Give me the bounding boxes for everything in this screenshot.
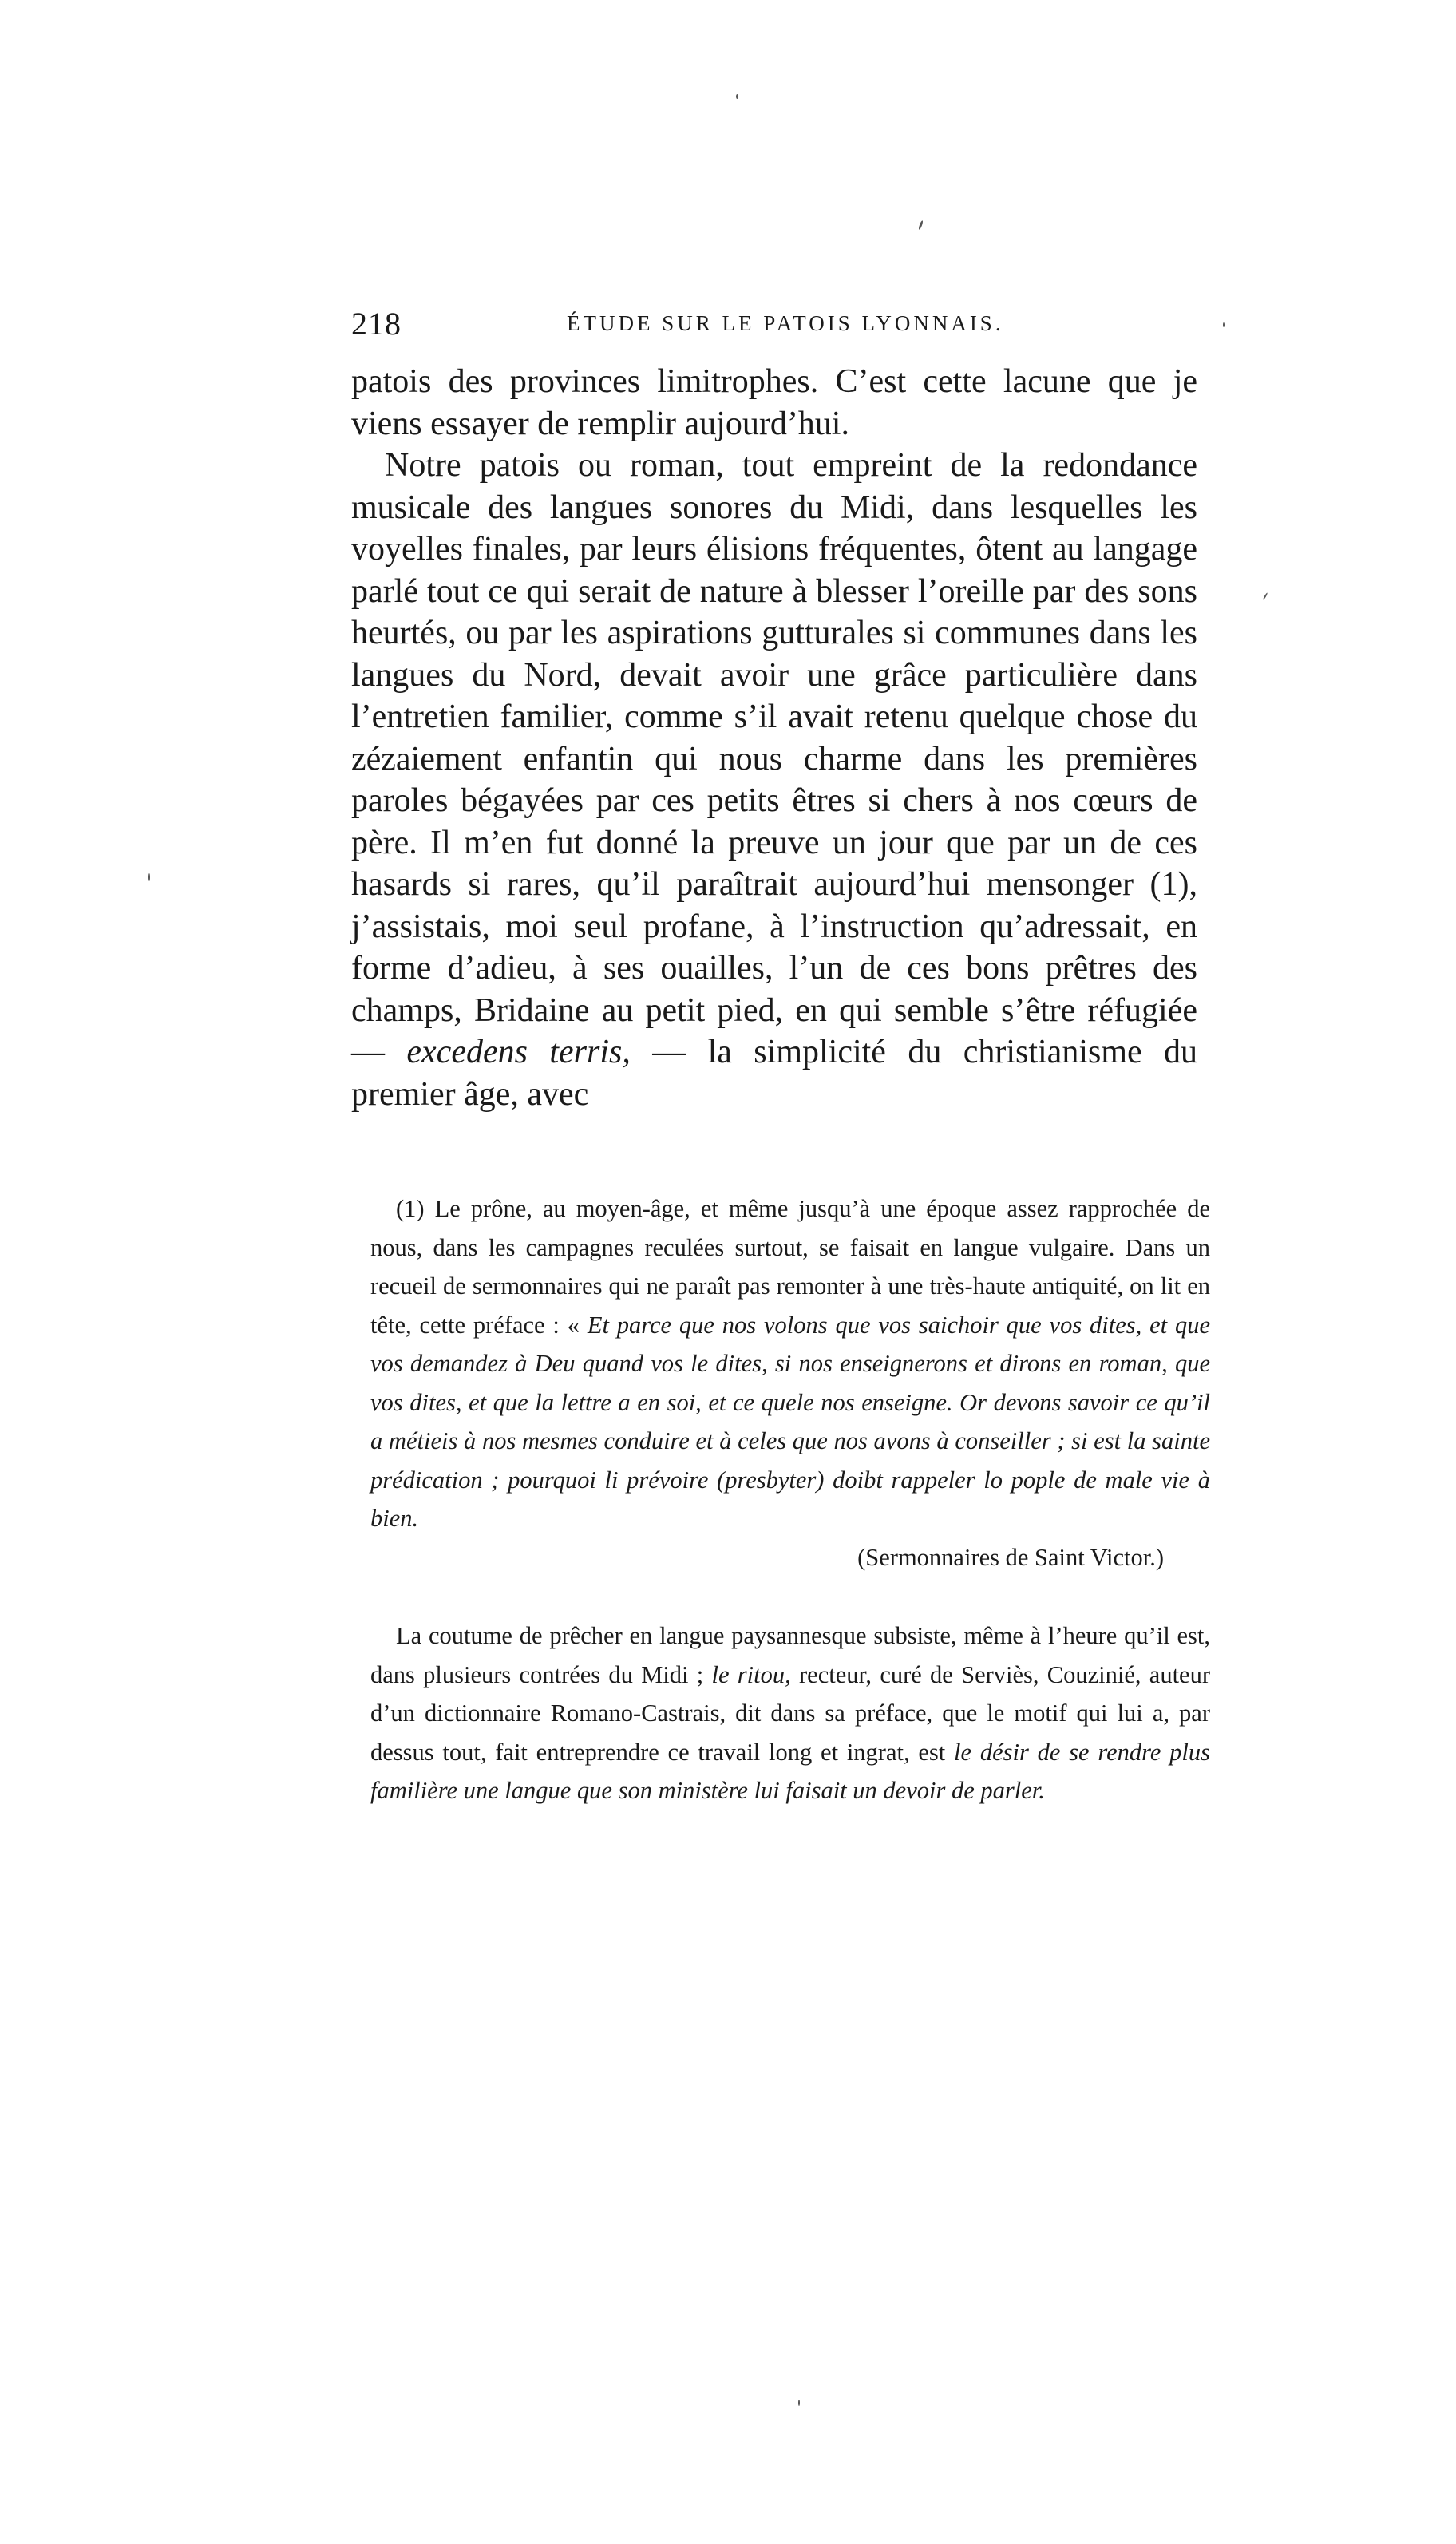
footnote-marker: (1) bbox=[396, 1195, 425, 1222]
footnote-2-italic-ritou: le ritou, bbox=[711, 1660, 791, 1688]
footnote-spacer bbox=[370, 1577, 1210, 1616]
footnote-2-text-b: recteur, curé de Serviès, Couzinié, auteur d’un dictionnaire Romano-Castrais, dit dans sa préface, que le motif qui lui a, par dessus tout, fait entreprendre ce travail long et ingrat, est bbox=[370, 1660, 1210, 1766]
dust-speck bbox=[1263, 592, 1268, 600]
running-head bbox=[351, 305, 1205, 353]
dust-speck bbox=[798, 2400, 800, 2406]
running-title: ÉTUDE SUR LE PATOIS LYONNAIS. bbox=[567, 311, 1004, 335]
dust-speck bbox=[148, 873, 150, 881]
footnote-1-text: Le prône, au moyen-âge, et même jusqu’à une époque assez rapprochée de nous, dans les campagnes reculées surtout, se faisait en langue vulgaire. Dans un recueil de sermonnaires qui ne paraît pas remonter à une très-haute antiquité, on lit en tête, cette préface : « bbox=[370, 1195, 1211, 1339]
paragraph-2 bbox=[351, 445, 1197, 1115]
paragraph-2-text-b: — la simplicité du christianisme du premier âge, avec bbox=[351, 1034, 1198, 1113]
footnote bbox=[370, 1189, 1210, 1810]
dust-speck bbox=[736, 94, 738, 99]
latin-quote: excedens terris, bbox=[406, 1034, 631, 1070]
footnote-2-italic-quote: le désir de se rendre plus familière une langue que son ministère lui faisait un devoir de parler. bbox=[370, 1738, 1210, 1804]
dust-speck bbox=[1223, 322, 1225, 327]
footnote-2-text-a: La coutume de prêcher en langue paysannesque subsiste, même à l’heure qu’il est, dans plusieurs contrées du Midi ; bbox=[370, 1622, 1210, 1688]
paragraph-1-text: patois des provinces limitrophes. C’est cette lacune que je viens essayer de remplir aujourd’hui. bbox=[351, 363, 1197, 442]
footnote-2 bbox=[370, 1616, 1210, 1810]
footnote-1 bbox=[370, 1189, 1210, 1538]
dust-speck bbox=[918, 220, 924, 230]
page-number: 218 bbox=[351, 306, 402, 342]
footnote-1-quote: Et parce que nos volons que vos saichoir que vos dites, et que vos demandez à Deu quand vos le dites, si nos enseignerons et dirons en roman, que vos dites, et que la lettre a en soi, et ce quele nos enseigne. Or devons savoir ce qu’il a métieis à nos mesmes conduire et à celes que nos avons à conseiller ; si est la sainte prédication ; pourquoi li prévoire (presbyter) doibt rappeler lo pople de male vie à bien. bbox=[370, 1311, 1210, 1532]
footnote-source: (Sermonnaires de Saint Victor.) bbox=[857, 1543, 1164, 1571]
paragraph-2-text-a: Notre patois ou roman, tout empreint de la redondance musicale des langues sonores du Midi, dans lesquelles les voyelles finales, par leurs élisions fréquentes, ôtent au langage parlé tout ce qui serait de nature à blesser l’oreille par des sons heurtés, ou par les aspirations gutturales si communes dans les langues du Nord, devait avoir une grâce particulière dans l’entretien familier, comme s’il avait retenu quelque chose du zézaiement enfantin qui nous charme dans les premières paroles bégayées par ces petits êtres si chers à nos cœurs de père. Il m’en fut donné la preuve un jour que par un de ces hasards si rares, qu’il paraîtrait aujourd’hui mensonger (1), j’assistais, moi seul profane, à l’instruction qu’adressait, en forme d’adieu, à ses ouailles, l’un de ces bons prêtres des champs, Bridaine au petit pied, en qui semble s’être réfugiée — bbox=[351, 447, 1197, 1070]
main-text bbox=[351, 361, 1197, 1115]
paragraph-1 bbox=[351, 361, 1197, 445]
